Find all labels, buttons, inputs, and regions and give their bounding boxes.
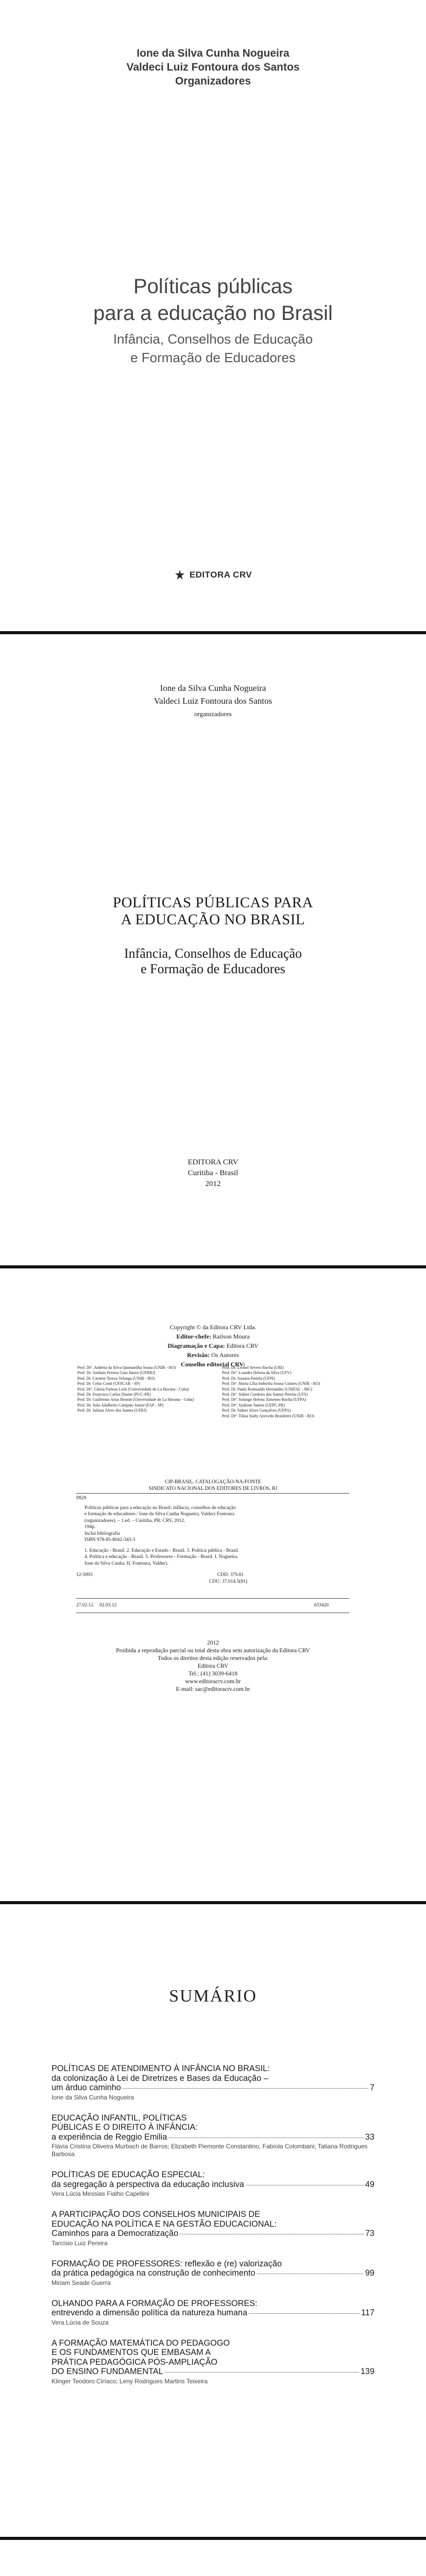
summary-entry-title-text: PÚBLICAS E O DIREITO À INFÂNCIA: (52, 2123, 198, 2132)
summary-heading: SUMÁRIO (169, 1987, 257, 2006)
council-member: Prof. Dr. Sidnei Alves Gonçalves (UFPA) (222, 1408, 291, 1413)
editorial-council (77, 1365, 355, 1419)
summary-entry[interactable] (52, 2170, 374, 2198)
cip-number: P829 (76, 1496, 87, 1501)
copyright-page (0, 1268, 426, 1901)
cip-body-line: e formação de educadores / Ione da Silva Cunha Nogueira, Valdeci Fontoura (84, 1512, 235, 1517)
council-member: Prof. Drª. Lourdes Helena da Silva (UFV) (222, 1370, 292, 1376)
summary-entry-page-number: 117 (361, 2308, 374, 2317)
summary-entry-title-line (52, 2229, 374, 2239)
copyright-year: 2012 (207, 1640, 219, 1646)
summary-entry[interactable] (52, 2064, 374, 2102)
summary-entry[interactable] (52, 2338, 374, 2385)
council-member: Prof. Drª. Tânia Suely Azevedo Brasileiro (UNIR - RO) (222, 1413, 314, 1418)
summary-entry-title-line (52, 2299, 374, 2309)
summary-entry[interactable] (52, 2113, 374, 2159)
council-member: Prof. Drª. Solange Helena Ximenes-Rocha (UFPA) (222, 1397, 306, 1402)
summary-entry-title-text: OLHANDO PARA A FORMAÇÃO DE PROFESSORES: (52, 2298, 258, 2308)
summary-entry-title-line (52, 2210, 374, 2219)
title-page-title-line-1: POLÍTICAS PÚBLICAS PARA (112, 894, 314, 911)
title-page-author-1: Ione da Silva Cunha Nogueira (160, 683, 266, 693)
publication-year: 2012 (205, 1180, 221, 1188)
summary-entry-title-text: POLÍTICAS DE EDUCAÇÃO ESPECIAL: (52, 2170, 205, 2179)
summary-entry-page-number: 33 (365, 2132, 374, 2142)
cip-dates-row (76, 1602, 349, 1609)
copyright-footer (0, 1639, 426, 1693)
council-member: Prof. Dr. Celso Conti (UFSCAR - SP) (77, 1381, 140, 1386)
summary-entry-title-line (52, 2064, 374, 2074)
summary-entry-title-text: A FORMAÇÃO MATEMÁTICA DO PEDAGOGO (52, 2338, 230, 2348)
copyright-notice: Copyright © da Editora CRV Ltda. (169, 1324, 257, 1331)
summary-entry-title-line (52, 2348, 374, 2358)
layout-value: Editora CRV (226, 1342, 259, 1349)
summary-entry-author: Vera Lúcia Messias Fialho Capellini (52, 2190, 149, 2197)
title-page-subtitle (0, 946, 426, 977)
cip-cdd: CDD: 379.81 (217, 1572, 244, 1578)
cover-author-2: Valdeci Luiz Fontoura dos Santos (126, 61, 300, 73)
cip-code-right: 033420 (314, 1603, 329, 1608)
summary-continued-page (0, 2540, 426, 2576)
summary-page (0, 1904, 426, 2537)
cip-code-row (76, 1572, 349, 1579)
council-list-left (77, 1365, 211, 1419)
cip-code-left: 12-5993 (76, 1572, 93, 1578)
cip-body-line: Políticas públicas para a educação no Brasil: infância, conselhos de educação (84, 1505, 236, 1511)
cip-cdu: CDU: 37.014.5(81) (209, 1579, 248, 1584)
layout-line (0, 1341, 426, 1350)
summary-entry-author: Tarcísio Luiz Pereira (52, 2239, 108, 2247)
cip-subject-line: Ione da Silva Cunha. II. Fontoura, Valdeci. (84, 1561, 168, 1566)
cip-body-line: ISBN 978-85-8042-343-3 (84, 1537, 135, 1543)
footer-phone: Tel.: (41) 3039-6418 (188, 1671, 238, 1677)
summary-entry-title-line (52, 2180, 374, 2190)
reproduction-notice: Proibida a reprodução parcial ou total desta obra sem autorização da Editora CRV (116, 1648, 310, 1654)
cip-date-1: 27.02.12 (76, 1603, 94, 1608)
publisher-city: Curitiba - Brasil (188, 1169, 238, 1177)
summary-entry-title-text: da segregação à perspectiva da educação inclusiva (52, 2179, 244, 2189)
summary-entry-title-line (52, 2308, 374, 2318)
cover-author-1: Ione da Silva Cunha Nogueira (137, 47, 289, 59)
rights-notice: Todos os direitos desta edição reservados pela: (157, 1655, 269, 1662)
summary-entry-author: Flávia Cristina Oliveira Murbach de Barros; Elizabeth Piemonte Constantino, Fabíola Colombani; Tatiana Rodrigues Barbosa (52, 2143, 368, 2158)
summary-entry-author: Klinger Teodoro Ciríaco; Leny Rodrigues Martins Teixeira (52, 2377, 208, 2385)
summary-entry[interactable] (52, 2259, 374, 2287)
cover-title-line-2: para a educação no Brasil (93, 302, 333, 325)
cover-authors (0, 46, 426, 88)
council-member: Prof. Dr. Josania Portela (UFPI) (222, 1376, 275, 1381)
summary-entry-title-text: EDUCAÇÃO INFANTIL, POLÍTICAS (52, 2113, 187, 2123)
summary-entry-page-number: 139 (360, 2367, 374, 2376)
summary-entry[interactable] (52, 2299, 374, 2327)
title-page-subtitle-line-1: Infância, Conselhos de Educação (124, 946, 302, 961)
summary-entry-title-line (52, 2358, 374, 2367)
summary-entry-page-number: 49 (365, 2179, 374, 2189)
summary-entry-page-number: 73 (365, 2229, 374, 2238)
cip-mid-rule (76, 1598, 349, 1599)
cip-date-2: 02.03.12 (99, 1603, 117, 1608)
summary-entry-title-text: A PARTICIPAÇÃO DOS CONSELHOS MUNICIPAIS DE (52, 2210, 261, 2219)
cip-dates-left (76, 1602, 116, 1609)
summary-entry-title-line (52, 2219, 374, 2229)
summary-entry-title-text: da colonização à Lei de Diretrizes e Bases da Educação – (52, 2073, 268, 2083)
summary-entry-page-number: 7 (369, 2083, 374, 2092)
summary-entry-title-text: E OS FUNDAMENTOS QUE EMBASAM A (52, 2348, 211, 2357)
title-page-author-2: Valdeci Luiz Fontoura dos Santos (154, 696, 272, 706)
title-page-publisher (0, 1157, 426, 1190)
cip-body-line: 194p. (84, 1524, 96, 1530)
summary-entry-page-number: 99 (365, 2268, 374, 2278)
summary-entry-author: Vera Lúcia de Souza (52, 2318, 109, 2326)
summary-entry[interactable] (52, 2210, 374, 2247)
council-member: Prof. Dr. Guillermo Arias Beatón (Universidade de La Havana - Cuba) (77, 1397, 194, 1402)
council-member: Prof. Dr. Francisco Carlos Duarte (PUC-PR) (77, 1392, 151, 1397)
summary-entry-title-line (52, 2259, 374, 2269)
title-page-authors (0, 682, 426, 720)
cip-dates (76, 1602, 349, 1609)
council-member: Prof. Drª. Gloria Farinas León (Universidade de La Havana - Cuba) (77, 1386, 189, 1392)
summary-entry-title-line (52, 2170, 374, 2180)
editor-chief-line (0, 1332, 426, 1341)
footer-publisher: Editora CRV (197, 1663, 229, 1669)
footer-email: E-mail: sac@editoracrv.com.br (176, 1686, 250, 1692)
summary-entry-title-line (52, 2367, 374, 2377)
summary-entry-title-text: EDUCAÇÃO NA POLÍTICA E NA GESTÃO EDUCACIONAL: (52, 2219, 277, 2229)
council-member: Prof. Drª. Sídnei Cordeiro dos Santos Pereira (UFS) (222, 1392, 308, 1397)
review-value: Os Autores (211, 1351, 239, 1359)
summary-entry-title-line (52, 2132, 374, 2142)
summary-entry-title-text: a experiência de Reggio Emilia (52, 2132, 167, 2142)
cip-top-rule (76, 1493, 349, 1494)
council-member: Prof. Drª. Maria Lília Imbiriba Sousa Colares (UNIR - RO) (222, 1381, 320, 1386)
council-member: Prof. Drª. Sydione Santos (UEPG PR) (222, 1402, 285, 1408)
cover-subtitle (0, 330, 426, 367)
summary-entry-title-text: POLÍTICAS DE ATENDIMENTO À INFÂNCIA NO BRASIL: (52, 2064, 270, 2073)
cip-body (76, 1505, 349, 1544)
summary-entry-title-line (52, 2113, 374, 2123)
summary-entry-title-line (52, 2338, 374, 2348)
cip-title (0, 1479, 426, 1492)
council-label-text: Conselho editorial CRV: (180, 1361, 246, 1368)
dot-leader (249, 2313, 360, 2314)
summary-entry-title-line (52, 2123, 374, 2132)
dot-leader (123, 2088, 368, 2089)
footer-website: www.editoracrv.com.br (185, 1679, 241, 1685)
title-page-title (0, 894, 426, 928)
cip-subjects (76, 1548, 349, 1567)
council-member: Prof. Dr. Leonel Severo Rocha (URI) (222, 1365, 284, 1370)
cip-body-line: (organizadores). – 1.ed. – Curitiba, PR: CRV, 2012. (84, 1518, 185, 1523)
summary-entry-author: Miriam Seade Guerra (52, 2279, 111, 2286)
cip-subject-line: 1. Educação - Brasil. 2. Educação e Estado - Brasil. 3. Política pública - Brasil. (84, 1548, 240, 1553)
council-member: Prof. Dr. Antônio Pereira Gaio Júnior (UFRRJ) (77, 1370, 156, 1376)
cover-subtitle-line-2: e Formação de Educadores (130, 350, 296, 365)
publisher-logo-text: EDITORA CRV (189, 570, 252, 580)
publisher-logo (0, 569, 426, 581)
cover-title-line-1: Políticas públicas (133, 275, 293, 298)
cip-subject-line: 4. Política e educação - Brasil. 5. Professores - Formação - Brasil. I. Nogueira, (84, 1554, 238, 1560)
cip-record (76, 1495, 349, 1585)
council-member: Prof. Dr. Jailson Alves dos Santos (UFRJ) (77, 1408, 147, 1413)
crv-logo-icon (174, 569, 185, 581)
summary-entry-title-text: DO ENSINO FUNDAMENTAL (52, 2367, 163, 2376)
summary-entry-title-text: FORMAÇÃO DE PROFESSORES: reflexão e (re) valorização (52, 2259, 282, 2268)
summary-entries (52, 2064, 374, 2397)
editor-chief-value: Railson Moura (212, 1333, 250, 1340)
title-page-organizers-label: organizadores (194, 710, 232, 718)
cip-title-line-1: CIP-BRASIL. CATALOGAÇÃO-NA-FONTE (165, 1479, 261, 1485)
council-member: Prof. Dr. Paulo Romualdo Hernandes (UNIFAL - MG) (222, 1386, 312, 1392)
copyright-header (0, 1323, 426, 1369)
title-page-subtitle-line-2: e Formação de Educadores (141, 961, 285, 976)
cover-organizers-label: Organizadores (175, 75, 251, 87)
review-label: Revisão: (187, 1351, 210, 1359)
council-member: Prof. Dr. Carmen Tereza Velanga (UNIR - RO) (77, 1376, 155, 1381)
council-list-right (222, 1365, 355, 1419)
review-line (0, 1350, 426, 1360)
summary-entry-title-line (52, 2074, 374, 2083)
summary-entry-title-text: da prática pedagógica na construção de conhecimento (52, 2268, 255, 2278)
cover-title (0, 273, 426, 327)
council-member: Prof. Drª. Andréia da Silva Quintanilha Sousa (UNIR - RO) (77, 1365, 176, 1370)
cip-title-line-2: SINDICATO NACIONAL DOS EDITORES DE LIVROS, RJ (148, 1486, 278, 1492)
summary-entry-title-line (52, 2268, 374, 2278)
council-member: Prof. Dr. João Adalberto Campato Junior (FAP - SP) (77, 1402, 164, 1408)
summary-entry-title-line (52, 2083, 374, 2093)
title-page (0, 634, 426, 1265)
editor-chief-label: Editor-chefe: (176, 1333, 211, 1340)
layout-label: Diagramação e Capa: (167, 1342, 225, 1349)
cover-page (0, 0, 426, 631)
summary-entry-title-text: PRÁTICA PEDAGÓGICA PÓS-AMPLIAÇÃO (52, 2357, 218, 2367)
summary-entry-title-text: entrevendo a dimensão política da natureza humana (52, 2308, 248, 2317)
publisher-name: EDITORA CRV (188, 1158, 238, 1166)
title-page-title-line-2: A EDUCAÇÃO NO BRASIL (121, 911, 305, 928)
summary-entry-title-text: Caminhos para a Democratização (52, 2229, 179, 2238)
cover-subtitle-line-1: Infância, Conselhos de Educação (113, 331, 313, 347)
summary-entry-title-text: um árduo caminho (52, 2083, 121, 2092)
summary-entry-author: Ione da Silva Cunha Nogueira (52, 2093, 134, 2101)
cip-body-line: Inclui bibliografia (84, 1531, 120, 1536)
